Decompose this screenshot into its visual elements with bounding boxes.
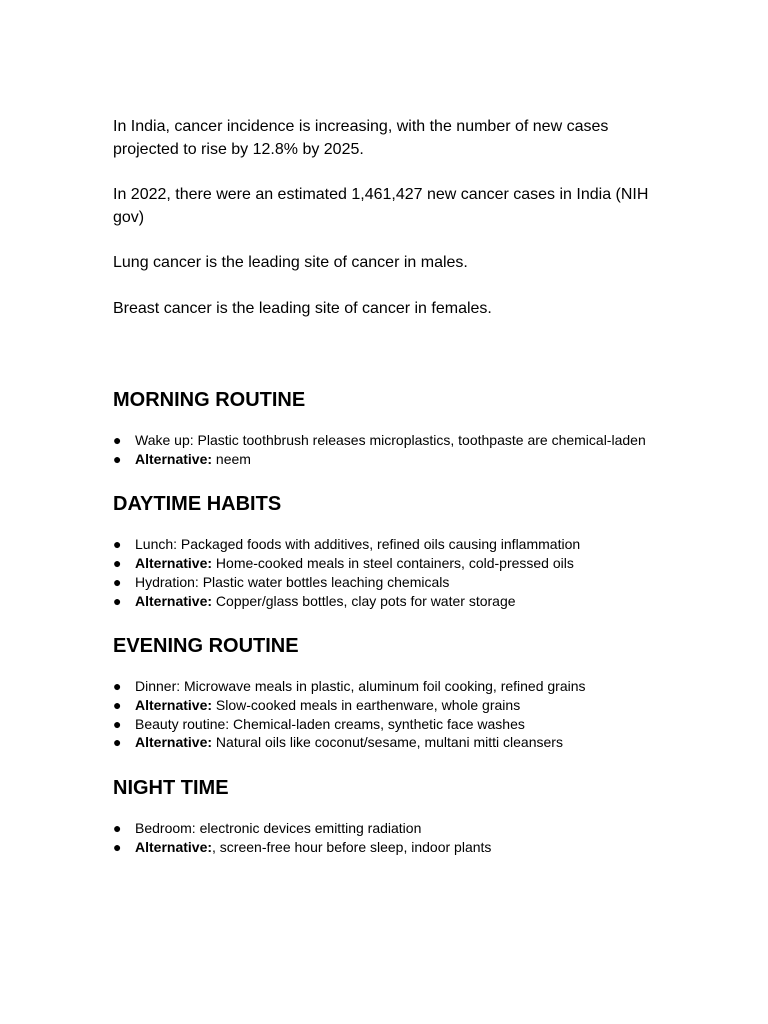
section-morning-routine bbox=[113, 388, 673, 468]
list-item bbox=[113, 696, 673, 715]
bullet-icon: ● bbox=[113, 734, 122, 751]
list-item-text: Wake up: Plastic toothbrush releases microplastics, toothpaste are chemical-laden bbox=[135, 432, 646, 448]
list-item bbox=[113, 838, 673, 857]
list-item-text: , screen-free hour before sleep, indoor plants bbox=[212, 838, 492, 855]
bullet-list bbox=[113, 819, 673, 856]
bullet-icon: ● bbox=[113, 555, 122, 572]
list-item bbox=[113, 554, 673, 573]
list-item-text: Dinner: Microwave meals in plastic, aluminum foil cooking, refined grains bbox=[135, 678, 586, 695]
list-item bbox=[113, 573, 673, 592]
bullet-icon: ● bbox=[113, 838, 122, 855]
alternative-label: Alternative: bbox=[135, 838, 213, 855]
bullet-icon: ● bbox=[113, 696, 122, 713]
bullet-icon: ● bbox=[113, 592, 122, 609]
list-item bbox=[113, 450, 673, 469]
list-item bbox=[113, 733, 673, 752]
list-item-text: Copper/glass bottles, clay pots for water storage bbox=[212, 592, 516, 609]
list-item-text: Natural oils like coconut/sesame, multani mitti cleansers bbox=[212, 734, 563, 751]
bullet-icon: ● bbox=[113, 536, 122, 553]
bullet-icon: ● bbox=[113, 432, 122, 448]
intro-paragraph-3: Lung cancer is the leading site of cancer in males. bbox=[113, 254, 468, 271]
alternative-label: Alternative: bbox=[135, 555, 213, 572]
intro-paragraph-4: Breast cancer is the leading site of cancer in females. bbox=[113, 299, 492, 317]
bullet-list bbox=[113, 535, 673, 610]
section-evening-routine bbox=[113, 634, 673, 752]
bullet-list bbox=[113, 431, 673, 468]
list-item-text: Home-cooked meals in steel containers, cold-pressed oils bbox=[212, 555, 574, 572]
bullet-icon: ● bbox=[113, 450, 122, 467]
list-item bbox=[113, 535, 673, 554]
document-page bbox=[113, 116, 673, 880]
bullet-icon: ● bbox=[113, 820, 122, 837]
routine-sections bbox=[113, 388, 673, 856]
section-heading: MORNING ROUTINE bbox=[113, 389, 306, 411]
list-item bbox=[113, 431, 673, 450]
alternative-label: Alternative: bbox=[135, 450, 213, 467]
alternative-label: Alternative: bbox=[135, 592, 213, 609]
section-heading: EVENING ROUTINE bbox=[113, 635, 299, 658]
intro-paragraph-1: In India, cancer incidence is increasing, with the number of new cases projected to rise by 12.8% by 2025. bbox=[113, 118, 609, 158]
section-daytime-habits bbox=[113, 492, 673, 610]
list-item-text: Hydration: Plastic water bottles leaching chemicals bbox=[135, 573, 450, 590]
alternative-label: Alternative: bbox=[135, 696, 213, 713]
bullet-list bbox=[113, 677, 673, 752]
bullet-icon: ● bbox=[113, 573, 122, 590]
section-heading: NIGHT TIME bbox=[113, 777, 229, 800]
list-item-text: Lunch: Packaged foods with additives, refined oils causing inflammation bbox=[135, 536, 581, 553]
intro-paragraph-2: In 2022, there were an estimated 1,461,427 new cancer cases in India (NIH gov) bbox=[113, 186, 649, 226]
list-item bbox=[113, 677, 673, 696]
alternative-label: Alternative: bbox=[135, 734, 213, 751]
list-item bbox=[113, 715, 673, 734]
bullet-icon: ● bbox=[113, 715, 122, 732]
list-item-text: neem bbox=[212, 450, 251, 467]
list-item-text: Bedroom: electronic devices emitting radiation bbox=[135, 820, 422, 837]
section-spacer bbox=[113, 343, 673, 388]
section-heading: DAYTIME HABITS bbox=[113, 493, 282, 516]
bullet-icon: ● bbox=[113, 678, 122, 695]
list-item-text: Beauty routine: Chemical-laden creams, synthetic face washes bbox=[135, 715, 525, 732]
list-item bbox=[113, 819, 673, 838]
section-night-time bbox=[113, 776, 673, 856]
list-item-text: Slow-cooked meals in earthenware, whole grains bbox=[212, 696, 521, 713]
list-item bbox=[113, 592, 673, 611]
